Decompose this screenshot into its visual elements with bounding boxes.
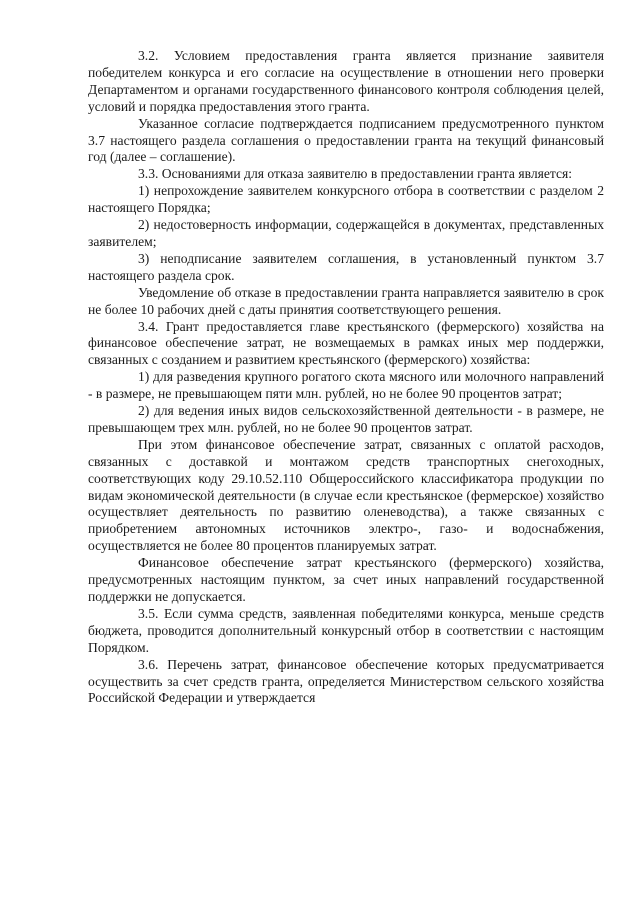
paragraph-no-double-support: Финансовое обеспечение затрат крестьянского (фермерского) хозяйства, предусмотренных настоящим пунктом, за счет иных направлений государственной поддержки не допускается. bbox=[88, 555, 604, 604]
refusal-reason-3: 3) неподписание заявителем соглашения, в установленный пунктом 3.7 настоящего раздела срок. bbox=[88, 250, 604, 283]
paragraph-3-3: 3.3. Основаниями для отказа заявителю в предоставлении гранта является: bbox=[138, 166, 573, 182]
paragraph-3-4: 3.4. Грант предоставляется главе крестьянского (фермерского) хозяйства на финансовое обеспечение затрат, не возмещаемых в рамках иных мер поддержки, связанных с созданием и развитием крестьянского (фермерского) хозяйства: bbox=[88, 318, 604, 368]
paragraph-3-5: 3.5. Если сумма средств, заявленная победителями конкурса, меньше средств бюджета, проводится дополнительный конкурсный отбор в соответствии с настоящим Порядком. bbox=[88, 605, 604, 655]
paragraph-refusal-notice: Уведомление об отказе в предоставлении гранта направляется заявителю в срок не более 10 рабочих дней с даты принятия соответствующего решения. bbox=[88, 284, 604, 317]
paragraph-3-2: 3.2. Условием предоставления гранта является признание заявителя победителем конкурса и его согласие на осуществление в отношении него проверки Департаментом и органами государственного финансового контроля соблюдения целей, условий и порядка предоставления этого гранта. bbox=[88, 48, 604, 114]
grant-purpose-1: 1) для разведения крупного рогатого скота мясного или молочного направлений - в размере, не превышающем пяти млн. рублей, но не более 90 процентов затрат; bbox=[88, 369, 604, 402]
grant-purpose-2: 2) для ведения иных видов сельскохозяйственной деятельности - в размере, не превышающем трех млн. рублей, но не более 90 процентов затрат. bbox=[88, 403, 604, 435]
paragraph-financing-80: При этом финансовое обеспечение затрат, связанных с оплатой расходов, связанных с доставкой и монтажом средств транспортных снегоходных, соответствующих коду 29.10.52.110 Общероссийского классификатора продукции по видам экономической деятельности (в случае если крестьянское (фермерское) хозяйство осуществляет деятельность по развитию оленеводства), а также связанных с приобретением автономных источников электро-, газо- и водоснабжения, осуществляется не более 80 процентов планируемых затрат. bbox=[88, 436, 604, 554]
document-page bbox=[88, 48, 604, 707]
refusal-reason-1: 1) непрохождение заявителем конкурсного отбора в соответствии с разделом 2 настоящего Порядка; bbox=[88, 183, 604, 216]
paragraph-3-6: 3.6. Перечень затрат, финансовое обеспечение которых предусматривается осуществить за счет средств гранта, определяется Министерством сельского хозяйства Российской Федерации и утверждается bbox=[88, 656, 604, 706]
refusal-reason-2: 2) недостоверность информации, содержащейся в документах, представленных заявителем; bbox=[88, 217, 604, 249]
paragraph-consent: Указанное согласие подтверждается подписанием предусмотренного пунктом 3.7 настоящего раздела соглашения о предоставлении гранта на текущий финансовый год (далее – соглашение). bbox=[88, 115, 604, 165]
